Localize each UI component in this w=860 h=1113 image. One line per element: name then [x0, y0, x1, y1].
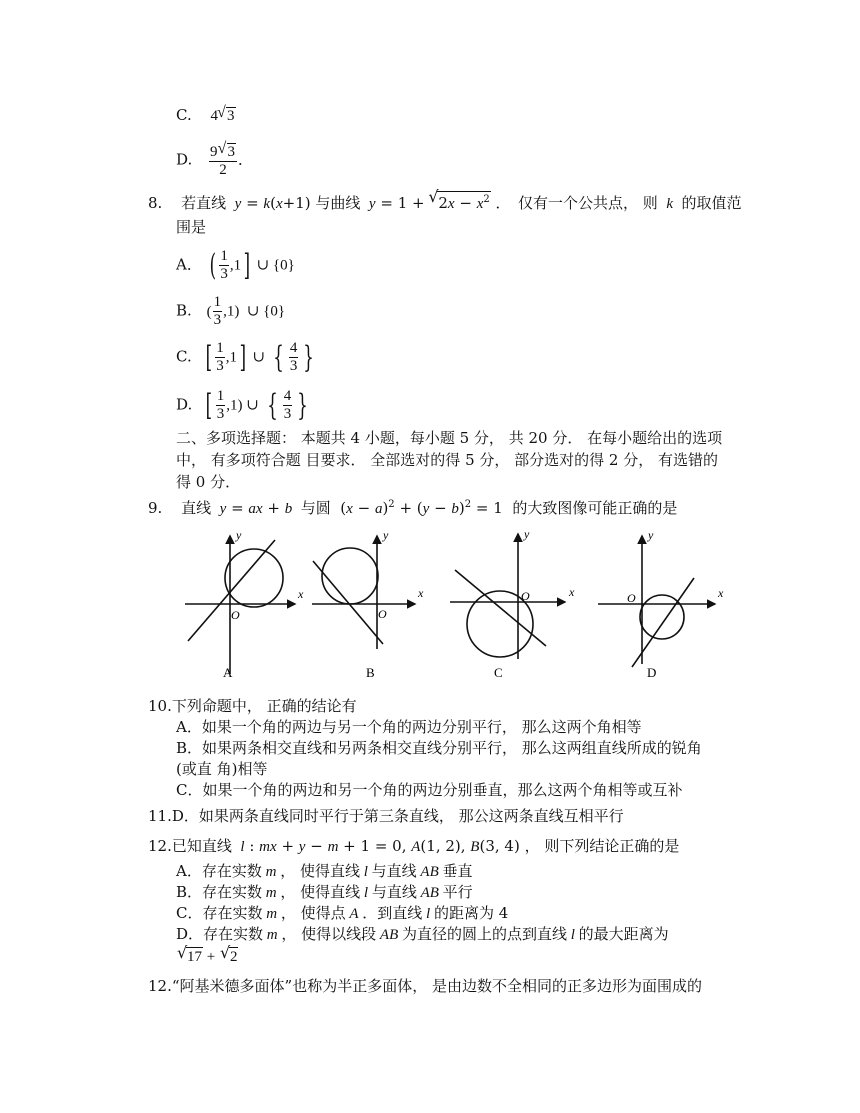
q8-option-d: D. [ $\frac{1}{3}$ ,1) ∪ { $\frac{4}{3}$ } — [176, 387, 308, 423]
figure-a-origin-label: O — [231, 608, 240, 622]
figure-c-label: C — [494, 665, 503, 680]
figure-c-x-label: x — [569, 585, 575, 599]
q8-stem-line1: 8. 若直线 y = k(x+1) 与曲线 y = 1 + √ $2x - x^2$ ． 仅有一个公共点， 则 k 的取值范 — [148, 191, 742, 214]
figure-a — [185, 536, 295, 674]
q10-option-a: A．如果一个角的两边与另一个角的两边分别平行， 那么这两个角相等 — [176, 718, 642, 736]
section2-line1: 二、多项选择题： 本题共 4 小题，每小题 5 分， 共 20 分． 在每小题给出的选项 — [176, 429, 723, 447]
figure-b — [312, 536, 415, 649]
q10-option-c: C．如果一个角的两边和另一个角的两边分别垂直，那么这两个角相等或互补 — [176, 781, 683, 799]
section2-line2: 中， 有多项符合题 目要求． 全部选对的得 5 分， 部分选对的得 2 分， 有选错的 — [176, 451, 719, 469]
figure-b-x-label: x — [418, 586, 424, 600]
q12-stem: 12.已知直线 l : mx + y − m + 1 = 0, A(1, 2), B(3, 4) ， 则下列结论正确的是 — [148, 837, 680, 855]
figure-b-label: B — [366, 665, 375, 680]
q8-option-c: C. [ $\frac{1}{3}$ ,1] ∪ { $\frac{4}{3}$ } — [176, 339, 315, 375]
figure-d — [598, 536, 715, 667]
q12-option-b: B．存在实数 m ， 使得直线 l 与直线 AB 平行 — [176, 883, 473, 901]
q12-option-d: D．存在实数 m ， 使得以线段 AB 为直径的圆上的点到直线 l 的最大距离为 — [176, 925, 669, 943]
figure-b-y-label: y — [383, 528, 389, 542]
q10-option-b-line1: B．如果两条相交直线和另两条相交直线分别平行， 那么这两组直线所成的锐角 — [176, 739, 702, 757]
q8-option-b: B. ( $\frac{1}{3}$ ,1) ∪ {0} — [176, 294, 286, 328]
figure-a-label: A — [223, 665, 233, 680]
figure-b-origin-label: O — [378, 607, 387, 621]
figure-d-y-label: y — [648, 528, 654, 542]
q8-stem-line2: 围是 — [176, 218, 207, 236]
q12-option-c: C．存在实数 m ， 使得点 A ．到直线 l 的距离为 4 — [176, 904, 509, 922]
figure-c — [450, 534, 565, 659]
section2-line3: 得 0 分． — [176, 473, 241, 491]
q7-option-d: D. $\frac{9√ 3}{2}$ ． — [176, 143, 253, 178]
figure-d-x-label: x — [718, 586, 724, 600]
q9-stem: 9. 直线 y = ax + b 与圆 $(x - a)^2 + (y - b)^2 = 1$ 的大致图像可能正确的是 — [148, 499, 678, 517]
q11-line: 11.D．如果两条直线同时平行于第三条直线， 那公这两条直线互相平行 — [148, 807, 624, 825]
figure-c-y-label: y — [524, 527, 530, 541]
q12-option-a: A．存在实数 m ， 使得直线 l 与直线 AB 垂直 — [176, 862, 473, 880]
figure-a-y-label: y — [236, 528, 242, 542]
q10-stem: 10.下列命题中， 正确的结论有 — [148, 697, 357, 715]
figure-c-origin-label: O — [521, 589, 530, 603]
q8-option-a: A． ( $\frac{1}{3}$ ,1] ∪ {0} — [176, 247, 295, 283]
q7-option-c: C. 4√ 3 — [176, 105, 236, 126]
q12b-line: 12.“阿基米德多面体”也称为半正多面体， 是由边数不全相同的正多边形为面围成的 — [148, 977, 702, 995]
q10-option-b-line2: (或直 角)相等 — [176, 760, 268, 778]
q12-option-d-value: √ 17 + √ 2 — [176, 946, 238, 967]
q9-figures — [180, 524, 724, 684]
figure-d-label: D — [647, 665, 657, 680]
figure-d-origin-label: O — [627, 591, 636, 605]
figure-a-x-label: x — [298, 587, 304, 601]
